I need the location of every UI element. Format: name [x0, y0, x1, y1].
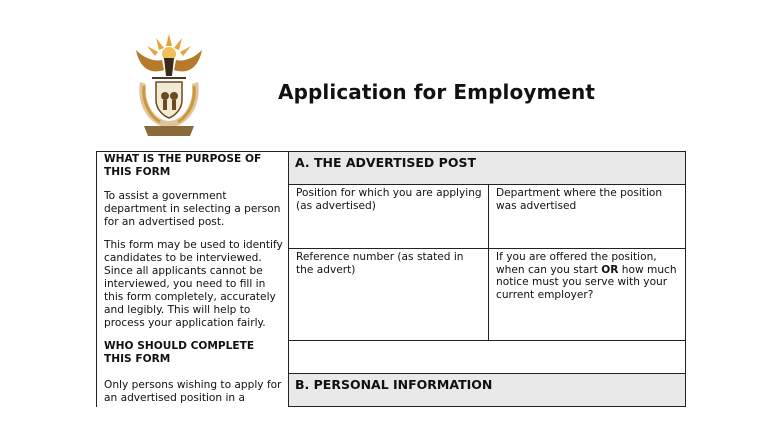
reference-number-field[interactable] — [288, 249, 488, 341]
department-label: Department where the position was advertised — [496, 187, 663, 212]
purpose-heading: WHAT IS THE PURPOSE OF THIS FORM — [104, 153, 262, 178]
start-date-label-pre: If you are offered the position, when can you start — [496, 251, 657, 276]
start-date-field[interactable] — [488, 249, 686, 341]
position-applying-label: Position for which you are applying (as advertised) — [296, 187, 482, 212]
form-grid — [288, 151, 686, 407]
blank-row — [288, 341, 686, 373]
section-a-heading: A. THE ADVERTISED POST — [288, 151, 686, 185]
start-date-label-post: how much notice must you serve with your current employer? — [496, 263, 677, 301]
info-column — [96, 151, 288, 407]
purpose-paragraph-2: This form may be used to identify candidates to be interviewed. Since all applicants cannot be interviewed, you need to fill in this form completely, accurately and legibly. This will help to process your application fairly. — [104, 239, 283, 329]
purpose-paragraph-1: To assist a government department in selecting a person for an advertised post. — [104, 190, 281, 228]
who-heading: WHO SHOULD COMPLETE THIS FORM — [104, 340, 255, 365]
start-date-label-or: OR — [601, 263, 619, 276]
department-field[interactable] — [488, 185, 686, 249]
reference-number-label: Reference number (as stated in the advert) — [296, 251, 464, 276]
coat-of-arms-icon — [126, 30, 212, 140]
who-paragraph: Only persons wishing to apply for an advertised position in a — [104, 379, 282, 404]
section-b-heading: B. PERSONAL INFORMATION — [288, 373, 686, 407]
page-title: Application for Employment — [278, 80, 596, 104]
position-applying-field[interactable] — [288, 185, 488, 249]
